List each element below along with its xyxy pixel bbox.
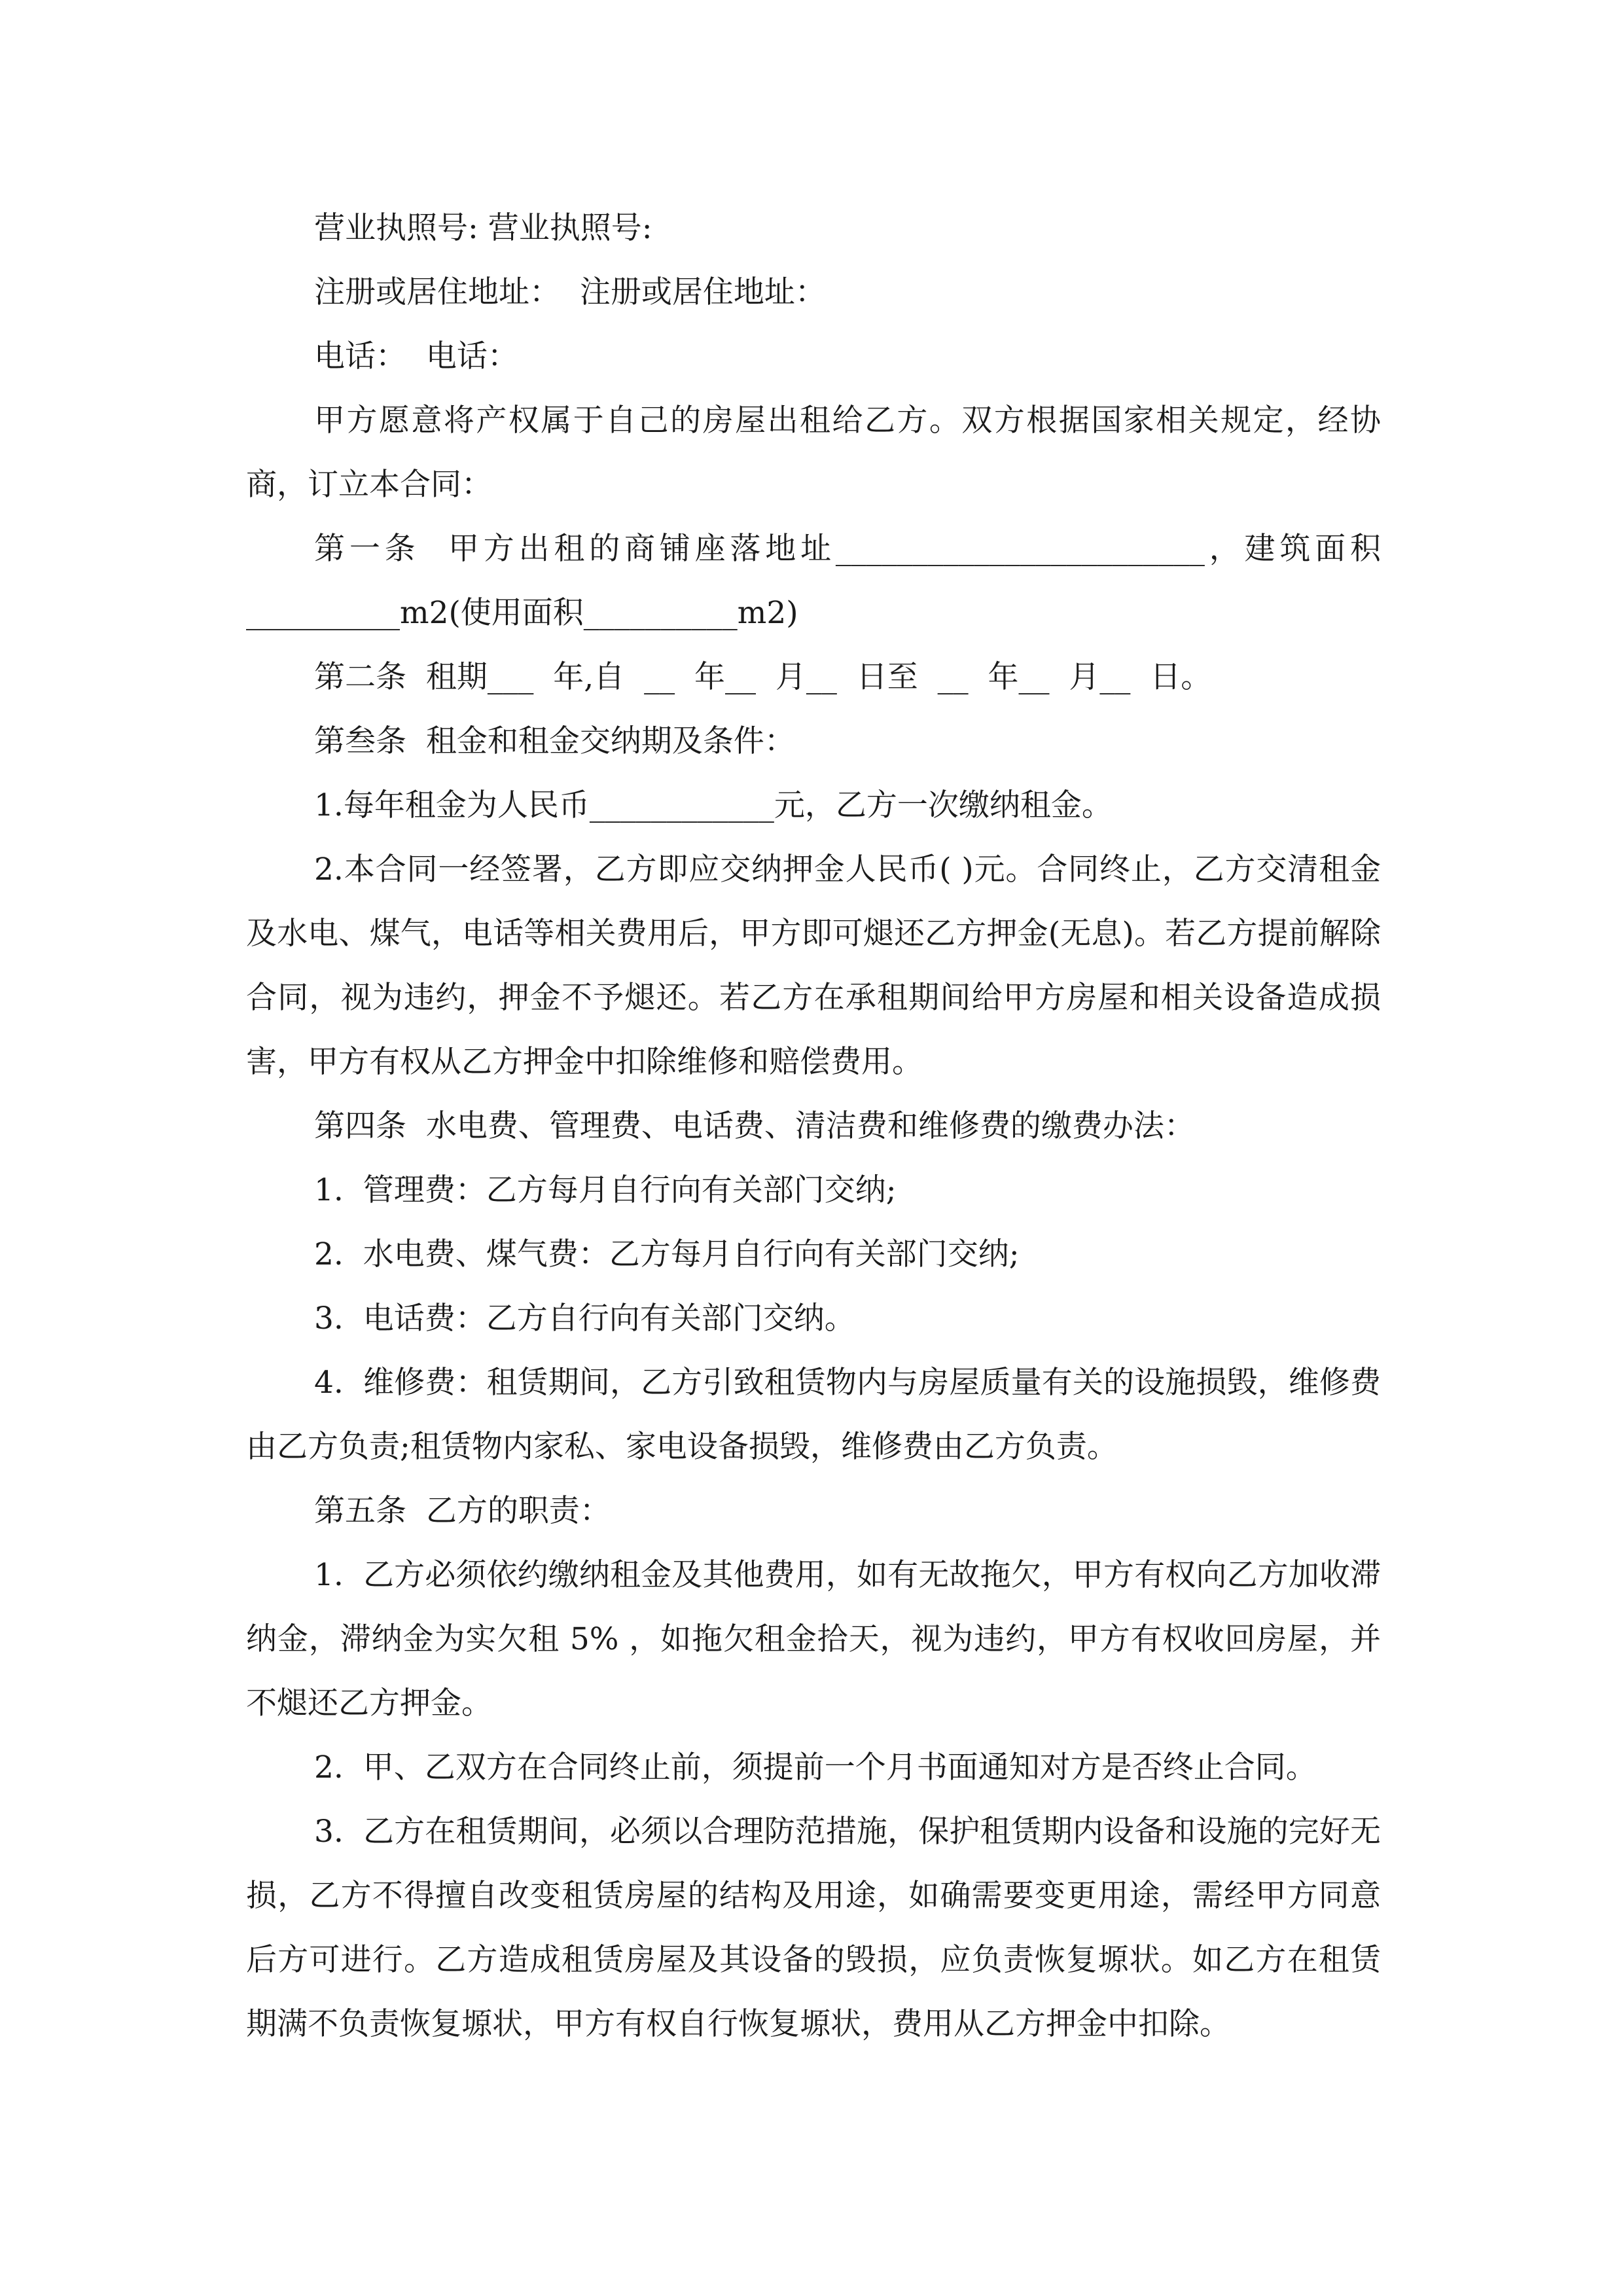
- document-page: [246, 196, 1381, 2056]
- article-1-paragraph: 第一条 甲方出租的商铺座落地址________________________，建筑面积__________m2(使用面积__________m2): [246, 531, 1381, 631]
- business-license-line: 营业执照号: 营业执照号:: [314, 210, 652, 246]
- article-3-item-2: 2.本合同一经签署，乙方即应交纳押金人民币( )元。合同终止，乙方交清租金及水电、煤气，电话等相关费用后，甲方即可煺还乙方押金(无息)。若乙方提前解除合同，视为违约，押金不予煺还。若乙方在承租期间给甲方房屋和相关设备造成损害，甲方有权从乙方押金中扣除维修和赔偿费用。: [246, 852, 1381, 1080]
- article-5-heading: 第五条 乙方的职责：: [314, 1493, 611, 1529]
- article-4-item-1: 1. 管理费：乙方每月自行向有关部门交纳;: [314, 1172, 897, 1208]
- article-5-item-3: 3. 乙方在租赁期间，必须以合理防范措施，保护租赁期内设备和设施的完好无损，乙方不得擅自改变租赁房屋的结构及用途，如确需要变更用途，需经甲方同意后方可进行。乙方造成租赁房屋及其设备的毁损，应负责恢复塬状。如乙方在租赁期满不负责恢复塬状，甲方有权自行恢复塬状，费用从乙方押金中扣除。: [246, 1814, 1381, 2042]
- preamble-paragraph: 甲方愿意将产权属于自己的房屋出租给乙方。双方根据国家相关规定，经协商，订立本合同：: [246, 403, 1381, 503]
- article-5-item-1: 1. 乙方必须依约缴纳租金及其他费用，如有无故拖欠，甲方有权向乙方加收滞纳金，滞纳金为实欠租 5% ，如拖欠租金拾天，视为违约，甲方有权收回房屋，并不煺还乙方押金。: [246, 1557, 1381, 1721]
- article-4-item-2: 2. 水电费、煤气费：乙方每月自行向有关部门交纳;: [314, 1236, 1020, 1272]
- article-4-item-4: 4. 维修费：租赁期间，乙方引致租赁物内与房屋质量有关的设施损毁，维修费由乙方负责;租赁物内家私、家电设备损毁，维修费由乙方负责。: [246, 1365, 1381, 1465]
- article-3-item-1: 1.每年租金为人民币____________元，乙方一次缴纳租金。: [314, 787, 1113, 823]
- address-line: 注册或居住地址： 注册或居住地址：: [314, 274, 826, 310]
- phone-line: 电话： 电话：: [314, 338, 518, 374]
- article-2-paragraph: 第二条 租期___ 年,自 __ 年__ 月__ 日至 __ 年__ 月__ 日。: [314, 659, 1212, 695]
- article-4-heading: 第四条 水电费、管理费、电话费、清洁费和维修费的缴费办法：: [314, 1108, 1195, 1144]
- article-4-item-3: 3. 电话费：乙方自行向有关部门交纳。: [314, 1300, 855, 1336]
- article-3-heading: 第叁条 租金和租金交纳期及条件：: [314, 723, 795, 759]
- article-5-item-2: 2. 甲、乙双方在合同终止前，须提前一个月书面通知对方是否终止合同。: [314, 1749, 1317, 1785]
